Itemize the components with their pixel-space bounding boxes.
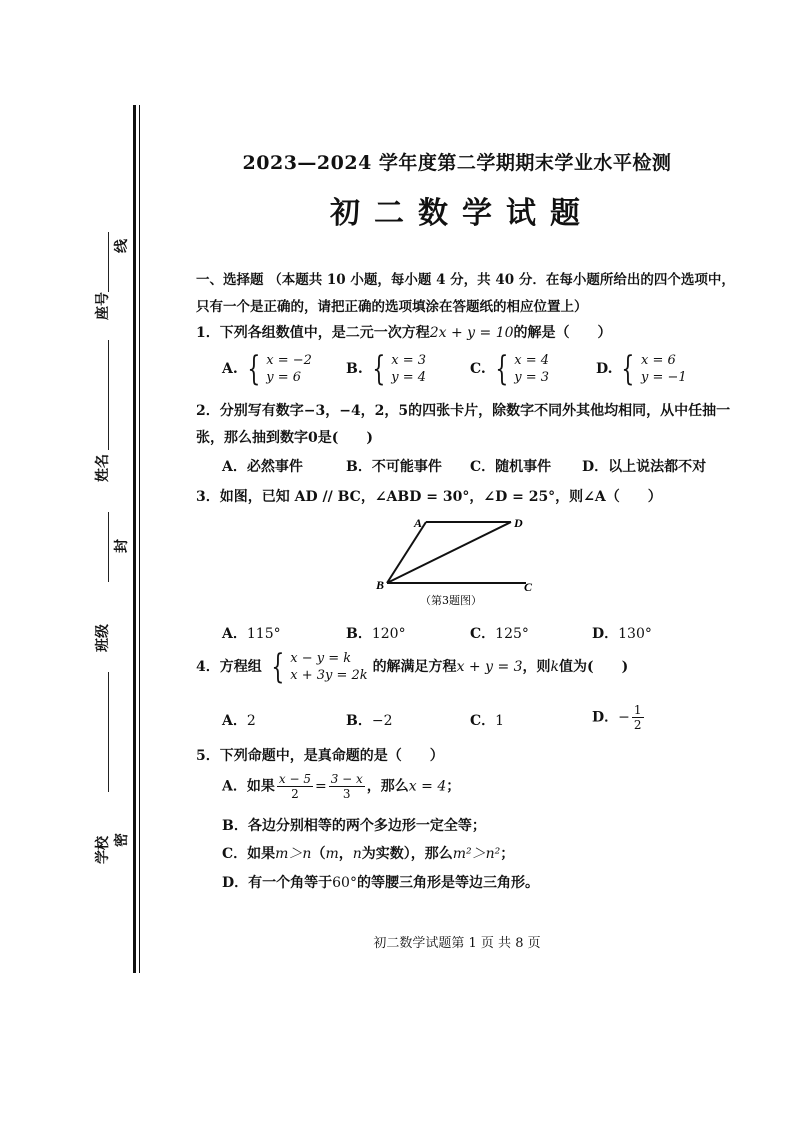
brace-icon: {	[371, 349, 385, 389]
q1-d-l1: x = 6	[641, 353, 676, 368]
q4-option-b[interactable]	[346, 710, 392, 730]
q4-a-label: A．	[222, 713, 247, 729]
q4-option-d[interactable]	[592, 703, 646, 732]
q5-c-b: （	[311, 846, 326, 862]
q4-sys-l1: x − y = k	[290, 651, 352, 666]
q1-equation: 2x + y = 10	[429, 325, 514, 341]
q1-a-l1: x = −2	[266, 353, 312, 368]
binding-line-thick	[133, 105, 136, 973]
q5-a-d2: 3	[342, 787, 351, 801]
q4-d-den: 2	[633, 718, 642, 732]
q3-d-label: D．	[592, 626, 619, 642]
q1-c-l1: x = 4	[514, 353, 550, 368]
brace-icon: {	[621, 349, 635, 389]
point-b-label: B	[376, 578, 385, 592]
q1-option-d-label: D.	[596, 361, 613, 377]
q4-stem-a: 4．方程组	[196, 659, 262, 675]
q3-figure	[370, 510, 550, 610]
q3-d-value: 130°	[618, 626, 652, 642]
q3-stem: 3．如图，已知 AD // BC，∠ABD = 30°，∠D = 25°，则∠A（ ）	[196, 489, 662, 505]
q4-stem-b: 的解满足方程	[372, 659, 457, 675]
q1-stem-a: 1．下列各组数值中，是二元一次方程	[196, 325, 430, 341]
q1-option-c[interactable]	[470, 349, 550, 389]
q5-d-deg: 60°	[332, 875, 357, 891]
q3-figure-caption: （第3题图）	[420, 594, 482, 607]
q1-option-b-label: B.	[346, 361, 363, 377]
name-blank-2	[108, 512, 109, 582]
q4-stem-d: 值为( )	[559, 659, 629, 675]
q1-option-c-label: C.	[470, 361, 486, 377]
q5-a-frac1	[277, 772, 313, 801]
q4-equation: x + y = 3	[456, 659, 523, 675]
q4-option-c[interactable]	[470, 710, 504, 730]
q5-d-a: D．有一个角等于	[222, 875, 333, 891]
binding-line-thin	[139, 105, 140, 973]
q4-c-label: C．	[470, 713, 496, 729]
q5-a-n1: x − 5	[278, 772, 311, 786]
q5-option-a[interactable]	[222, 772, 460, 801]
brace-icon: {	[494, 349, 508, 389]
q4-stem-c: ，则	[522, 659, 551, 675]
section-heading-line2: 只有一个是正确的，请把正确的选项填涂在答题纸的相应位置上）	[196, 299, 588, 315]
section-heading-line1: 一、选择题 （本题共 10 小题，每小题 4 分，共 40 分．在每小题所给出的四个选项中，	[196, 272, 735, 288]
q5-a-mid: ，那么	[366, 778, 409, 795]
q2-line2: 张，那么抽到数字0是( )	[196, 430, 373, 446]
brace-icon: {	[246, 349, 260, 389]
seat-label: 座号	[95, 292, 111, 320]
q4-b-value: −2	[371, 713, 393, 729]
q5-option-c[interactable]	[222, 843, 514, 863]
q3-b-label: B．	[346, 626, 372, 642]
q5-option-d[interactable]	[222, 872, 539, 892]
q4-b-label: B．	[346, 713, 372, 729]
q1-option-a[interactable]	[222, 349, 312, 389]
page-footer: 初二数学试题第 1 页 共 8 页	[373, 936, 541, 951]
q2-option-c[interactable]: C．随机事件	[470, 459, 552, 475]
q5-c-d: ；	[500, 846, 515, 862]
q4-d-num: 1	[633, 703, 642, 717]
q5-c-c: 为实数），那么	[361, 846, 453, 862]
q3-c-label: C．	[470, 626, 496, 642]
q5-d-b: 的等腰三角形是等边三角形。	[356, 875, 539, 891]
q1-option-a-label: A.	[222, 361, 238, 377]
q5-c-m: m	[325, 846, 339, 862]
q5-c-a: C．如果	[222, 846, 276, 862]
q5-a-res: x = 4	[408, 778, 447, 795]
q1-stem	[196, 322, 612, 342]
q4-c-value: 1	[495, 713, 505, 729]
feng-mark: 封	[114, 539, 130, 553]
q4-d-sign: −	[618, 709, 630, 726]
q4-option-a[interactable]	[222, 710, 256, 730]
q1-a-l2: y = 6	[266, 370, 302, 385]
q3-a-value: 115°	[246, 626, 281, 642]
exam-subtitle: 初二数学试题	[330, 196, 594, 231]
q4-stem	[196, 647, 629, 687]
q3-option-b[interactable]	[346, 623, 406, 643]
q1-option-d[interactable]	[596, 349, 687, 389]
point-c-label: C	[524, 580, 533, 594]
q5-c-n: n	[352, 846, 362, 862]
q5-a-d1: 2	[291, 787, 299, 801]
q5-a-eq: =	[314, 778, 327, 795]
q1-b-l1: x = 3	[391, 353, 426, 368]
seat-blank	[108, 232, 109, 292]
mi-mark: 密	[114, 833, 130, 847]
class-blank	[108, 672, 109, 792]
q1-d-l2: y = −1	[641, 370, 687, 385]
q4-var: k	[550, 659, 560, 675]
q2-option-a[interactable]: A．必然事件	[222, 459, 303, 475]
name-label: 姓名	[95, 454, 111, 482]
q3-a-label: A．	[222, 626, 247, 642]
q3-c-value: 125°	[495, 626, 529, 642]
q1-option-b[interactable]	[346, 349, 427, 389]
q4-sys-l2: x + 3y = 2k	[290, 668, 368, 683]
point-d-label: D	[514, 516, 523, 530]
q2-line1: 2．分别写有数字−3，−4，2，5的四张卡片，除数字不同外其他均相同，从中任抽一	[196, 403, 731, 419]
q5-c-m2: m²＞n²	[452, 846, 501, 862]
q1-stem-b: 的解是（ ）	[513, 325, 612, 341]
q1-c-l2: y = 3	[514, 370, 550, 385]
q5-stem: 5．下列命题中，是真命题的是（ ）	[196, 748, 444, 764]
exam-title: 2023—2024 学年度第二学期期末学业水平检测	[242, 152, 672, 174]
q2-option-b[interactable]: B．不可能事件	[346, 459, 442, 475]
xian-mark: 线	[114, 239, 130, 253]
q5-c-m1: m＞n	[275, 846, 312, 862]
q1-b-l2: y = 4	[391, 370, 427, 385]
q5-option-b[interactable]: B．各边分别相等的两个多边形一定全等；	[222, 818, 486, 834]
q5-c-comma: ，	[338, 846, 353, 862]
q3-option-a[interactable]	[222, 623, 281, 643]
q5-a-n2: 3 − x	[330, 772, 363, 786]
q3-option-d[interactable]	[592, 623, 652, 643]
q5-a-frac2	[329, 772, 365, 801]
brace-icon: {	[270, 647, 284, 687]
q5-a-end: ；	[446, 778, 461, 795]
school-label: 学校	[95, 836, 111, 864]
q5-a-prefix: A．如果	[222, 778, 275, 795]
q4-a-value: 2	[246, 713, 256, 729]
q3-b-value: 120°	[371, 626, 406, 642]
name-blank	[108, 340, 109, 450]
q4-d-label: D．	[592, 709, 619, 726]
q3-option-c[interactable]	[470, 623, 529, 643]
class-label: 班级	[95, 624, 111, 652]
q2-option-d[interactable]: D．以上说法都不对	[582, 459, 707, 475]
point-a-label: A	[414, 516, 423, 530]
